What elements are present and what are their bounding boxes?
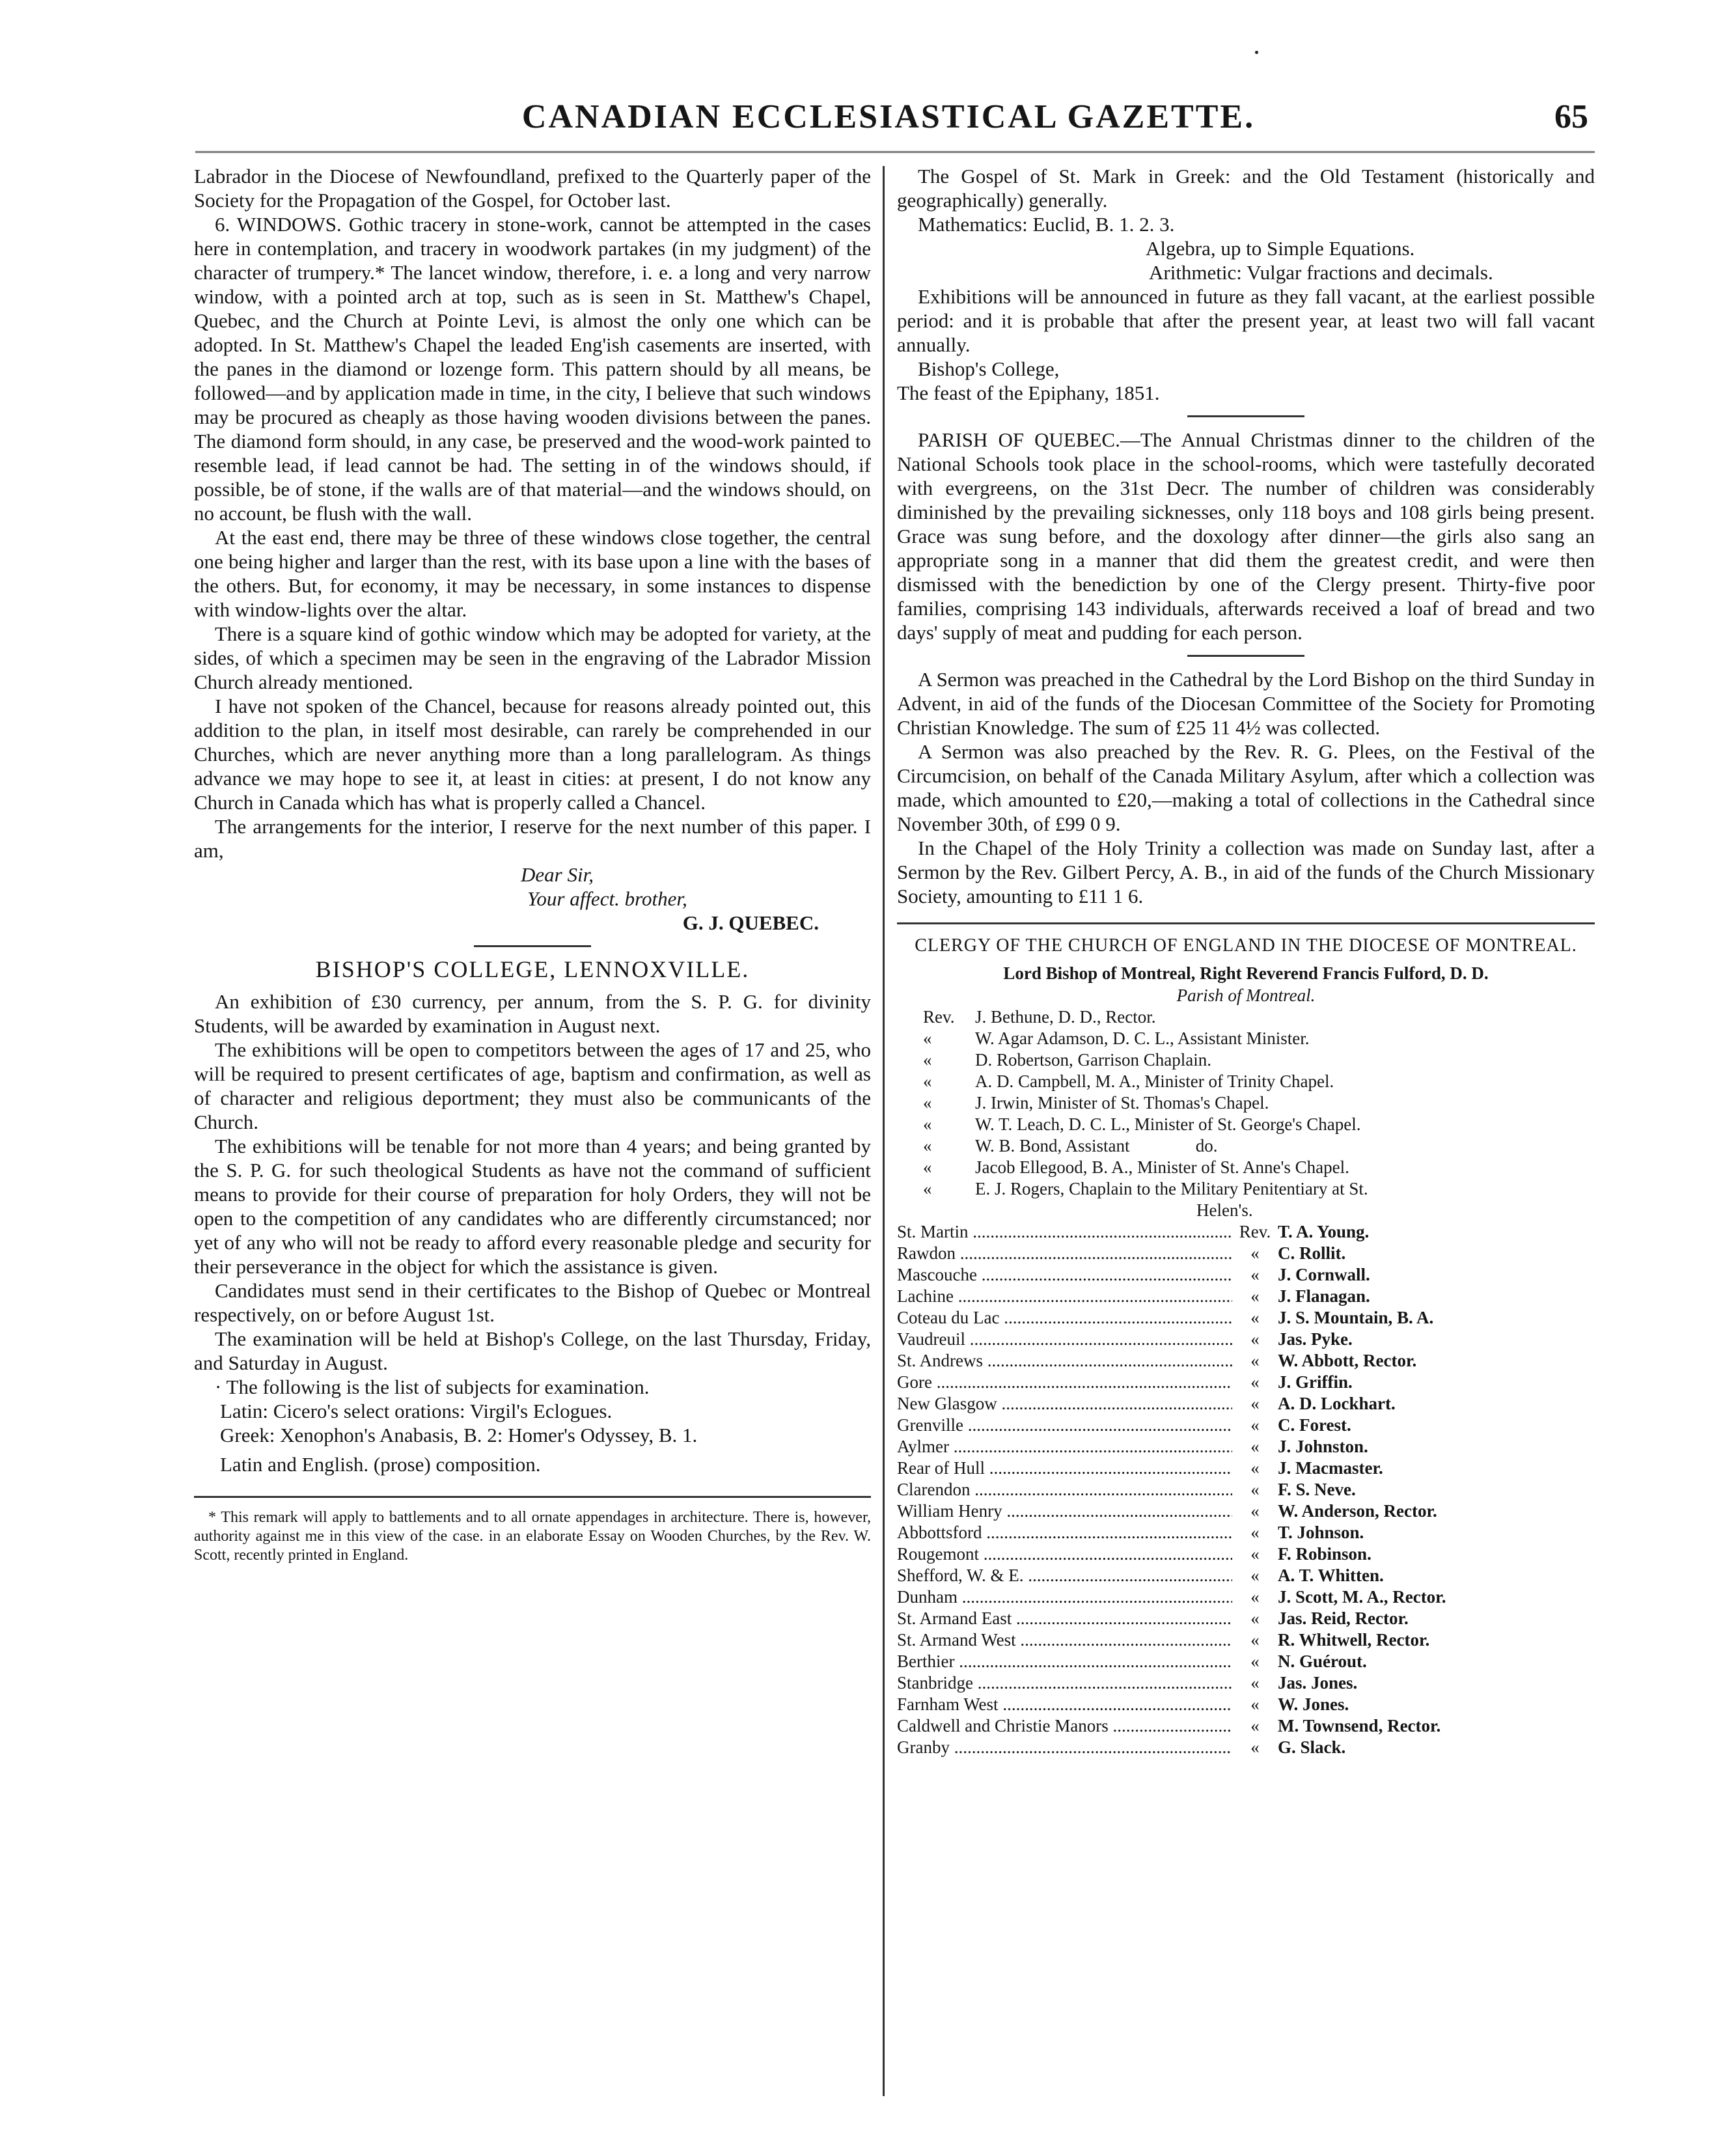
parish-place: New Glasgow .....	[897, 1393, 1232, 1415]
parish-clergy: J. Scott, M. A., Rector.	[1278, 1587, 1446, 1607]
parish-place: St. Armand East .....	[897, 1608, 1232, 1629]
subject-list	[194, 1399, 871, 1476]
ditto-mark: «	[923, 1029, 932, 1048]
header-rule	[195, 151, 1595, 153]
ditto-mark: «	[1250, 1415, 1260, 1435]
parish-clergy: Jas. Reid, Rector.	[1278, 1609, 1409, 1628]
section-rule	[1187, 415, 1304, 417]
clergy-name: A. D. Campbell, M. A., Minister of Trinity Chapel.	[975, 1071, 1334, 1091]
parish-place: Abbottsford .....	[897, 1522, 1232, 1543]
subject-greek: Greek: Xenophon's Anabasis, B. 2: Homer's Odyssey, B. 1.	[220, 1424, 698, 1446]
ditto-mark: «	[1250, 1716, 1260, 1735]
dateline: The feast of the Epiphany, 1851.	[897, 381, 1160, 404]
table-row	[897, 1694, 1595, 1715]
subject-latin: Latin: Cicero's select orations: Virgil's Eclogues.	[220, 1400, 613, 1422]
signature-name: G. J. QUEBEC.	[682, 911, 819, 934]
parish-place: Rear of Hull .....	[897, 1458, 1232, 1479]
list-item	[897, 1028, 1595, 1049]
bishop-line: Lord Bishop of Montreal, Right Reverend Francis Fulford, D. D.	[1003, 963, 1489, 983]
parish-place: Granby .....	[897, 1737, 1232, 1758]
ditto-mark: «	[1250, 1630, 1260, 1650]
paragraph: At the east end, there may be three of these windows close together, the central one being higher and larger than the rest, with its base upon a line with the bases of the others. But, for economy, it may be necessary, in some instances to dispense with window-lights over the altar.	[194, 526, 871, 621]
footnote-text: * This remark will apply to battlements and to all ornate appendages in architecture. There is, however, authority against me in this view of the case. in an elaborate Essay on Wooden Churches, by the Rev. W. Scott, recently printed in England.	[194, 1509, 871, 1564]
section-rule	[1187, 655, 1304, 657]
clergy-name: W. T. Leach, D. C. L., Minister of St. George's Chapel.	[975, 1114, 1361, 1134]
parish-place: Shefford, W. & E. .....	[897, 1565, 1232, 1586]
clergy-name: D. Robertson, Garrison Chaplain.	[975, 1050, 1211, 1070]
parish-clergy: N. Guérout.	[1278, 1652, 1367, 1671]
clergy-name: J. Irwin, Minister of St. Thomas's Chapel.	[975, 1093, 1269, 1113]
ditto-mark: «	[1250, 1501, 1260, 1521]
footnote-rule	[194, 1496, 871, 1498]
table-row	[897, 1458, 1595, 1479]
table-row	[897, 1415, 1595, 1436]
table-row	[897, 1221, 1595, 1243]
column-divider	[883, 166, 885, 2096]
table-row	[897, 1479, 1595, 1500]
parish-subhead: Parish of Montreal.	[1176, 986, 1316, 1005]
ditto-mark: «	[1250, 1523, 1260, 1542]
ditto-mark: «	[1250, 1609, 1260, 1628]
parish-place: William Henry .....	[897, 1500, 1232, 1522]
parish-clergy: J. Johnston.	[1278, 1437, 1368, 1456]
table-row	[897, 1372, 1595, 1393]
parish-clergy: Jas. Pyke.	[1278, 1329, 1353, 1349]
ditto-mark: «	[1250, 1480, 1260, 1499]
parish-clergy: C. Rollit.	[1278, 1243, 1346, 1263]
ditto-mark: «	[1250, 1673, 1260, 1693]
clergy-name: J. Bethune, D. D., Rector.	[975, 1007, 1156, 1027]
list-item	[897, 1049, 1595, 1071]
paragraph: A Sermon was also preached by the Rev. R. G. Plees, on the Festival of the Circumcision, on behalf of the Canada Military Asylum, after which a collection was made, which amounted to £20,—making a total of collections in the Cathedral since November 30th, of £99 0 9.	[897, 740, 1595, 835]
parish-clergy: T. Johnson.	[1278, 1523, 1364, 1542]
ditto-mark: «	[1250, 1394, 1260, 1413]
paragraph: The exhibitions will be tenable for not more than 4 years; and being granted by the S. P. G. for such theological Students as have not the command of sufficient means to provide for their course of preparation for holy Orders, they will not be open to the competition of any candidates who are differently circumstanced; nor yet of any who will not be ready to afford every reasonable pledge and security for their perseverance in the object for which the assistance is given.	[194, 1135, 871, 1278]
list-item	[897, 1006, 1595, 1028]
paragraph: Labrador in the Diocese of Newfoundland, prefixed to the Quarterly paper of the Society for the Propagation of the Gospel, for October last.	[194, 165, 871, 212]
parish-clergy: C. Forest.	[1278, 1415, 1351, 1435]
footnote	[194, 1508, 871, 1565]
parish-place: Vaudreuil .....	[897, 1329, 1232, 1350]
paragraph-windows: 6. WINDOWS. Gothic tracery in stone-work, cannot be attempted in the cases here in contemplation, and tracery in woodwork partakes (in my judgment) of the character of trumpery.* The lancet window, therefore, i. e. a long and very narrow window, with a pointed arch at top, such as is seen in St. Matthew's Chapel, Quebec, and the Church at Pointe Levi, is almost the only one which can be adopted. In St. Matthew's Chapel the leaded Eng'ish casements are inserted, with the panes in the diamond or lozenge form. This pattern should by all means, be followed—and by application made in time, in the city, I believe that such windows may be procured as cheaply as those having wooden divisions between the panes. The diamond form should, in any case, be preserved and the wood-work painted to resemble lead, if lead cannot be had. The setting in of the windows should, if possible, be of stone, if the walls are of that material—and the windows should, on no account, be flush with the wall.	[194, 213, 871, 525]
table-row	[897, 1672, 1595, 1694]
table-row	[897, 1651, 1595, 1672]
paragraph: There is a square kind of gothic window which may be adopted for variety, at the sides, of which a specimen may be seen in the engraving of the Labrador Mission Church already mentioned.	[194, 622, 871, 693]
parish-place: Aylmer .....	[897, 1436, 1232, 1458]
signature-closing: Your affect. brother,	[527, 887, 687, 910]
ditto-mark: «	[923, 1114, 932, 1134]
parish-clergy: J. Griffin.	[1278, 1372, 1353, 1392]
ditto-mark: «	[1250, 1566, 1260, 1585]
table-row	[897, 1307, 1595, 1329]
clergy-name-continued: Helen's.	[1196, 1200, 1253, 1220]
rev-prefix: Rev.	[923, 1007, 955, 1027]
ditto-mark: «	[1250, 1737, 1260, 1757]
table-row	[897, 1629, 1595, 1651]
section-rule	[474, 945, 591, 947]
parish-table	[897, 1221, 1595, 1758]
ink-speck	[1255, 51, 1258, 54]
parish-place: Coteau du Lac .....	[897, 1307, 1232, 1329]
parish-clergy: W. Abbott, Rector.	[1278, 1351, 1417, 1370]
parish-place: Dunham .....	[897, 1586, 1232, 1608]
list-item	[897, 1114, 1595, 1135]
parish-clergy: F. S. Neve.	[1278, 1480, 1356, 1499]
paragraph: Exhibitions will be announced in future as they fall vacant, at the earliest possible period: and it is probable that after the present year, at least two will fall vacant annually.	[897, 285, 1595, 356]
page-number: 65	[1554, 98, 1588, 135]
ditto-mark: «	[1250, 1652, 1260, 1671]
table-row	[897, 1500, 1595, 1522]
parish-clergy: J. Flanagan.	[1278, 1286, 1370, 1306]
ditto-mark: «	[1250, 1286, 1260, 1306]
parish-clergy: F. Robinson.	[1278, 1544, 1372, 1564]
ditto-mark: «	[923, 1071, 932, 1091]
ditto-mark: «	[923, 1157, 932, 1177]
paragraph: The arrangements for the interior, I reserve for the next number of this paper. I am,	[194, 815, 871, 862]
table-row	[897, 1286, 1595, 1307]
ditto-mark: «	[923, 1093, 932, 1113]
table-row	[897, 1329, 1595, 1350]
parish-clergy: A. T. Whitten.	[1278, 1566, 1384, 1585]
parish-place: Berthier .....	[897, 1651, 1232, 1672]
table-row	[897, 1715, 1595, 1737]
parish-clergy: W. Anderson, Rector.	[1278, 1501, 1437, 1521]
math-line: Arithmetic: Vulgar fractions and decimals.	[1149, 261, 1493, 284]
table-row	[897, 1243, 1595, 1264]
ditto-mark: «	[1250, 1351, 1260, 1370]
parish-place: Mascouche .....	[897, 1264, 1232, 1286]
right-column	[897, 164, 1595, 1758]
list-item	[897, 1135, 1595, 1157]
table-row	[897, 1393, 1595, 1415]
parish-place: Farnham West .....	[897, 1694, 1232, 1715]
ditto-mark: «	[1250, 1544, 1260, 1564]
page-header	[189, 98, 1588, 139]
ditto-mark: «	[1250, 1437, 1260, 1456]
math-line: Mathematics: Euclid, B. 1. 2. 3.	[918, 213, 1175, 236]
parish-place: Rawdon .....	[897, 1243, 1232, 1264]
parish-place: St. Armand West .....	[897, 1629, 1232, 1651]
parish-clergy: M. Townsend, Rector.	[1278, 1716, 1441, 1735]
paragraph: In the Chapel of the Holy Trinity a collection was made on Sunday last, after a Sermon by the Rev. Gilbert Percy, A. B., in aid of the funds of the Church Missionary Society, amounting to £11 1 6.	[897, 836, 1595, 907]
parish-clergy: J. Macmaster.	[1278, 1458, 1383, 1478]
paragraph: An exhibition of £30 currency, per annum, from the S. P. G. for divinity Students, will be awarded by examination in August next.	[194, 990, 871, 1037]
section-heading-college: BISHOP'S COLLEGE, LENNOXVILLE.	[315, 956, 750, 982]
parish-place: Gore .....	[897, 1372, 1232, 1393]
parish-clergy: G. Slack.	[1278, 1737, 1346, 1757]
paragraph: The exhibitions will be open to competitors between the ages of 17 and 25, who will be required to present certificates of age, baptism and confirmation, as well as of character and religious deportment; they must also be communicants of the Church.	[194, 1038, 871, 1133]
ditto-mark: «	[1250, 1587, 1260, 1607]
ditto-mark: «	[1250, 1694, 1260, 1714]
table-row	[897, 1350, 1595, 1372]
clergy-list	[897, 1006, 1595, 1221]
parish-place: Stanbridge .....	[897, 1672, 1232, 1694]
paragraph: I have not spoken of the Chancel, because for reasons already pointed out, this addition to the plan, in itself most desirable, can rarely be comprehended in our Churches, which are never anything more than a long parallelogram. As things advance we may hope to see it, at least in cities: at present, I do not know any Church in Canada which has what is properly called a Chancel.	[194, 695, 871, 814]
table-row	[897, 1565, 1595, 1586]
ditto-mark: «	[1250, 1265, 1260, 1284]
ditto-mark: Rev.	[1239, 1222, 1271, 1241]
parish-clergy: Jas. Jones.	[1278, 1673, 1358, 1693]
table-row	[897, 1608, 1595, 1629]
dateline: Bishop's College,	[918, 357, 1060, 380]
section-rule	[897, 922, 1595, 924]
clergy-name: E. J. Rogers, Chaplain to the Military Penitentiary at St.	[975, 1179, 1368, 1198]
page-title: CANADIAN ECCLESIASTICAL GAZETTE.	[521, 98, 1256, 135]
parish-place: Caldwell and Christie Manors .....	[897, 1715, 1232, 1737]
paragraph: · The following is the list of subjects for examination.	[215, 1375, 650, 1398]
ditto-mark: «	[1250, 1372, 1260, 1392]
table-row	[897, 1522, 1595, 1543]
table-row	[897, 1436, 1595, 1458]
math-line: Algebra, up to Simple Equations.	[1146, 237, 1415, 260]
parish-place: Rougemont .....	[897, 1543, 1232, 1565]
table-row	[897, 1543, 1595, 1565]
table-row	[897, 1737, 1595, 1758]
clergy-name: W. Agar Adamson, D. C. L., Assistant Minister.	[975, 1029, 1310, 1048]
paragraph: Candidates must send in their certificates to the Bishop of Quebec or Montreal respectively, on or before August 1st.	[194, 1279, 871, 1326]
parish-place: Lachine .....	[897, 1286, 1232, 1307]
ditto-mark: «	[923, 1179, 932, 1198]
list-item	[897, 1157, 1595, 1178]
paragraph: The examination will be held at Bishop's College, on the last Thursday, Friday, and Saturday in August.	[194, 1327, 871, 1374]
subject-composition: Latin and English. (prose) composition.	[220, 1453, 541, 1476]
parish-clergy: T. A. Young.	[1278, 1222, 1370, 1241]
clergy-name: W. B. Bond, Assistant do.	[975, 1136, 1218, 1155]
parish-place: Grenville .....	[897, 1415, 1232, 1436]
parish-clergy: J. Cornwall.	[1278, 1265, 1370, 1284]
signature-salutation: Dear Sir,	[521, 863, 594, 886]
parish-place: St. Martin .....	[897, 1221, 1232, 1243]
left-column	[194, 164, 871, 1565]
paragraph-parish-quebec: PARISH OF QUEBEC.—The Annual Christmas dinner to the children of the National Schools took place in the school-rooms, which were tastefully decorated with evergreens, on the 31st Decr. The number of children was considerably diminished by the prevailing sicknesses, only 118 boys and 108 girls being present. Grace was sung before, and the doxology after dinner—the girls also sang an appropriate song in a manner that did them the greatest credit, and were then dismissed with the benediction by one of the Clergy present. Thirty-five poor families, comprising 143 individuals, afterwards received a loaf of bread and two days' supply of meat and pudding for each person.	[897, 428, 1595, 644]
ditto-mark: «	[1250, 1243, 1260, 1263]
ditto-mark: «	[923, 1136, 932, 1155]
list-item	[897, 1071, 1595, 1092]
ditto-mark: «	[1250, 1329, 1260, 1349]
ditto-mark: «	[1250, 1458, 1260, 1478]
list-item	[897, 1092, 1595, 1114]
parish-clergy: J. S. Mountain, B. A.	[1278, 1308, 1434, 1327]
table-row	[897, 1264, 1595, 1286]
clergy-name: Jacob Ellegood, B. A., Minister of St. Anne's Chapel.	[975, 1157, 1349, 1177]
ditto-mark: «	[923, 1050, 932, 1070]
parish-place: Clarendon .....	[897, 1479, 1232, 1500]
section-heading-clergy: CLERGY OF THE CHURCH OF ENGLAND IN THE DIOCESE OF MONTREAL.	[915, 935, 1577, 956]
parish-place: St. Andrews .....	[897, 1350, 1232, 1372]
parish-clergy: W. Jones.	[1278, 1694, 1349, 1714]
ditto-mark: «	[1250, 1308, 1260, 1327]
parish-clergy: A. D. Lockhart.	[1278, 1394, 1396, 1413]
parish-clergy: R. Whitwell, Rector.	[1278, 1630, 1430, 1650]
table-row	[897, 1586, 1595, 1608]
paragraph: The Gospel of St. Mark in Greek: and the Old Testament (historically and geographically) generally.	[897, 165, 1595, 212]
list-item	[897, 1178, 1595, 1200]
paragraph: A Sermon was preached in the Cathedral by the Lord Bishop on the third Sunday in Advent, in aid of the funds of the Diocesan Committee of the Society for Promoting Christian Knowledge. The sum of £25 11 4½ was collected.	[897, 668, 1595, 739]
